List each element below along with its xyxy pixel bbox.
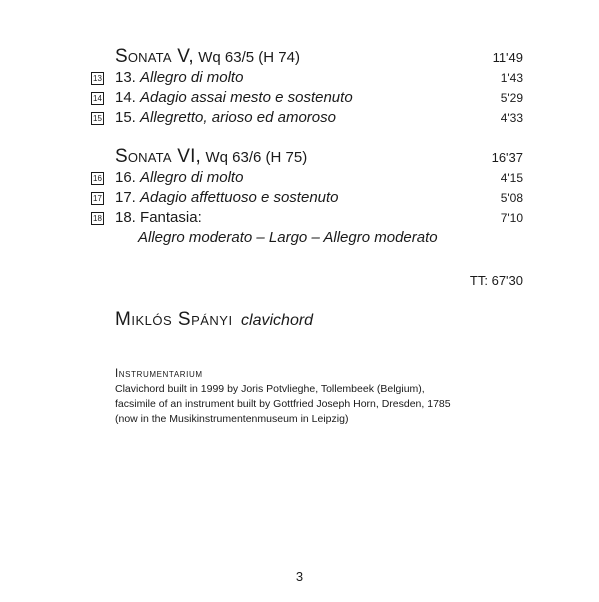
track-number: 16. xyxy=(115,169,136,186)
track-number-box: 17 xyxy=(91,192,104,205)
track-number: 15. xyxy=(115,109,136,126)
track-row xyxy=(91,169,523,188)
track-duration: 5'29 xyxy=(500,91,523,105)
track-title: Allegro di molto xyxy=(140,69,244,86)
performer-name: Miklós Spányi xyxy=(115,309,233,330)
track-number-box: 18 xyxy=(91,212,104,225)
sonata-catalogue: Wq 63/6 (H 75) xyxy=(205,149,308,166)
track-row xyxy=(91,89,523,108)
track-number-box: 14 xyxy=(91,92,104,105)
track-duration: 1'43 xyxy=(500,71,523,85)
instrumentarium-heading: Instrumentarium xyxy=(115,368,203,380)
instrumentarium xyxy=(115,368,515,427)
track-duration: 5'08 xyxy=(500,191,523,205)
instrumentarium-line: facsimile of an instrument built by Gottfried Joseph Horn, Dresden, 1785 xyxy=(115,398,451,410)
track-duration: 7'10 xyxy=(500,211,523,225)
track-subtitle: Allegro moderato – Largo – Allegro moderato xyxy=(138,229,438,246)
track-title: Allegretto, arioso ed amoroso xyxy=(140,109,336,126)
total-time: TT: 67'30 xyxy=(469,273,523,288)
track-number: 13. xyxy=(115,69,136,86)
sonata-6-heading xyxy=(115,146,523,168)
track-duration: 4'15 xyxy=(500,171,523,185)
track-number-box: 15 xyxy=(91,112,104,125)
track-title: Adagio assai mesto e sostenuto xyxy=(140,89,353,106)
performer-instrument: clavichord xyxy=(241,312,314,329)
sonata-title: Sonata VI, xyxy=(115,146,202,167)
page-number: 3 xyxy=(295,569,304,584)
track-duration: 4'33 xyxy=(500,111,523,125)
track-title: Adagio affettuoso e sostenuto xyxy=(140,189,339,206)
track-number-box: 13 xyxy=(91,72,104,85)
track-row xyxy=(91,109,523,128)
sonata-catalogue: Wq 63/5 (H 74) xyxy=(198,49,300,66)
track-number: 18. xyxy=(115,209,136,226)
track-title: Allegro di molto xyxy=(140,169,244,186)
track-row xyxy=(91,209,523,228)
track-row xyxy=(91,69,523,88)
instrumentarium-line: Clavichord built in 1999 by Joris Potvlieghe, Tollembeek (Belgium), xyxy=(115,383,425,395)
instrumentarium-line: (now in the Musikinstrumentenmuseum in Leipzig) xyxy=(115,413,349,425)
track-title: Fantasia: xyxy=(140,209,202,226)
sonata-duration: 16'37 xyxy=(491,150,523,165)
sonata-title: Sonata V, xyxy=(115,46,194,67)
track-number: 14. xyxy=(115,89,136,106)
track-number: 17. xyxy=(115,189,136,206)
track-number-box: 16 xyxy=(91,172,104,185)
sonata-duration: 11'49 xyxy=(492,50,523,65)
sonata-5-heading xyxy=(115,46,523,68)
track-row xyxy=(91,189,523,208)
performer xyxy=(115,309,313,331)
